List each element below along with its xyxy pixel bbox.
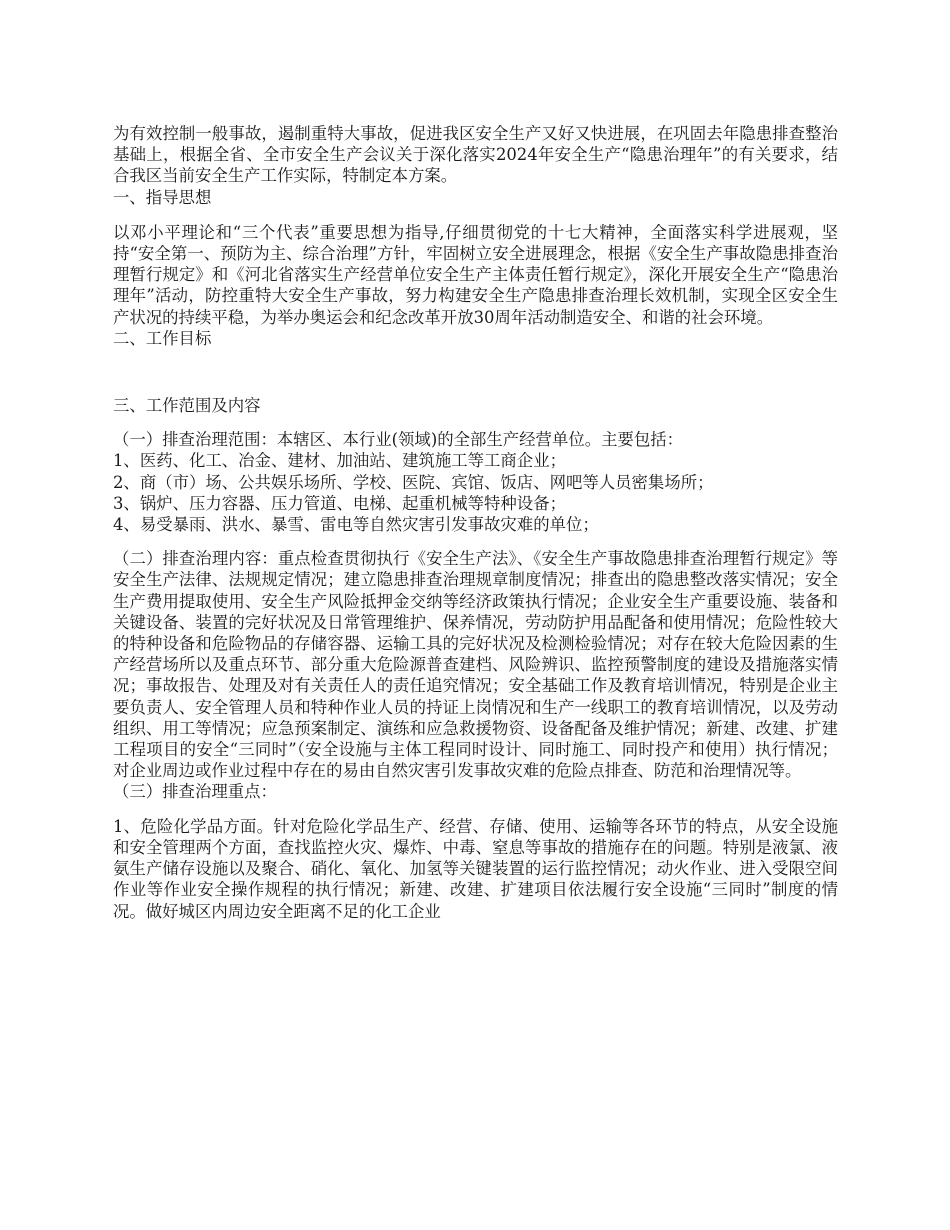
scope-paragraph: （一）排查治理范围：本辖区、本行业(领域)的全部生产经营单位。主要包括：: [113, 430, 684, 450]
section-heading-work-goals: 二、工作目标: [113, 328, 212, 348]
blank-space: [113, 349, 838, 395]
intro-paragraph: 为有效控制一般事故，遏制重特大事故，促进我区安全生产又好又快进展，在巩固去年隐患排查整治基础上，根据全省、全市安全生产会议关于深化落实2024年安全生产“隐患治理年”的有关要求，结合我区当前安全生产工作实际，特制定本方案。: [113, 124, 838, 186]
guiding-thought-paragraph: 以邓小平理论和“三个代表”重要思想为指导,仔细贯彻党的十七大精神，全面落实科学进展观，坚持“安全第一、预防为主、综合治理”方针，牢固树立安全进展理念，根据《安全生产事故隐患排查治理暂行规定》和《河北省落实生产经营单位安全生产主体责任暂行规定》，深化开展安全生产“隐患治理年”活动，防控重特大安全生产事故，努力构建安全生产隐患排查治理长效机制，实现全区安全生产状况的持续平稳，为举办奥运会和纪念改革开放30周年活动制造安全、和谐的社会环境。: [113, 222, 838, 327]
scope-item: 1、医药、化工、冶金、建材、加油站、建筑施工等工商企业；: [113, 451, 566, 471]
section-heading-guiding-thought: 一、指导思想: [113, 187, 212, 207]
scope-item: 3、锅炉、压力容器、压力管道、电梯、起重机械等特种设备；: [113, 493, 566, 513]
scope-item: 4、易受暴雨、洪水、暴雪、雷电等自然灾害引发事故灾难的单位；: [113, 515, 599, 535]
focus-heading: （三）排查治理重点：: [113, 782, 277, 802]
focus-paragraph-1: 1、危险化学品方面。针对危险化学品生产、经营、存储、使用、运输等各环节的特点，从安全设施和安全管理两个方面，查找监控火灾、爆炸、中毒、窒息等事故的措施存在的问题。特别是液氯、液氨生产储存设施以及聚合、硝化、氧化、加氢等关键装置的运行监控情况；动火作业、进入受限空间作业等作业安全操作规程的执行情况；新建、改建、扩建项目依法履行安全设施“三同时”制度的情况。做好城区内周边安全距离不足的化工企业: [113, 816, 838, 921]
section-heading-work-scope: 三、工作范围及内容: [113, 396, 261, 416]
scope-item: 2、商（市）场、公共娱乐场所、学校、医院、宾馆、饭店、网吧等人员密集场所；: [113, 472, 714, 492]
document-page: [113, 123, 838, 922]
content-paragraph: （二）排查治理内容：重点检查贯彻执行《安全生产法》、《安全生产事故隐患排查治理暂行规定》等安全生产法律、法规规定情况；建立隐患排查治理规章制度情况；排查出的隐患整改落实情况；安全生产费用提取使用、安全生产风险抵押金交纳等经济政策执行情况；企业安全生产重要设施、装备和关键设备、装置的完好状况及日常管理维护、保养情况，劳动防护用品配备和使用情况；危险性较大的特种设备和危险物品的存储容器、运输工具的完好状况及检测检验情况；对存在较大危险因素的生产经营场所以及重点环节、部分重大危险源普查建档、风险辨识、监控预警制度的建设及措施落实情况；事故报告、处理及对有关责任人的责任追究情况；安全基础工作及教育培训情况，特别是企业主要负责人、安全管理人员和特种作业人员的持证上岗情况和生产一线职工的教育培训情况，以及劳动组织、用工等情况；应急预案制定、演练和应急救援物资、设备配备及维护情况；新建、改建、扩建工程项目的安全“三同时”（安全设施与主体工程同时设计、同时施工、同时投产和使用）执行情况；对企业周边或作业过程中存在的易由自然灾害引发事故灾难的危险点排查、防范和治理情况等。: [113, 549, 838, 781]
